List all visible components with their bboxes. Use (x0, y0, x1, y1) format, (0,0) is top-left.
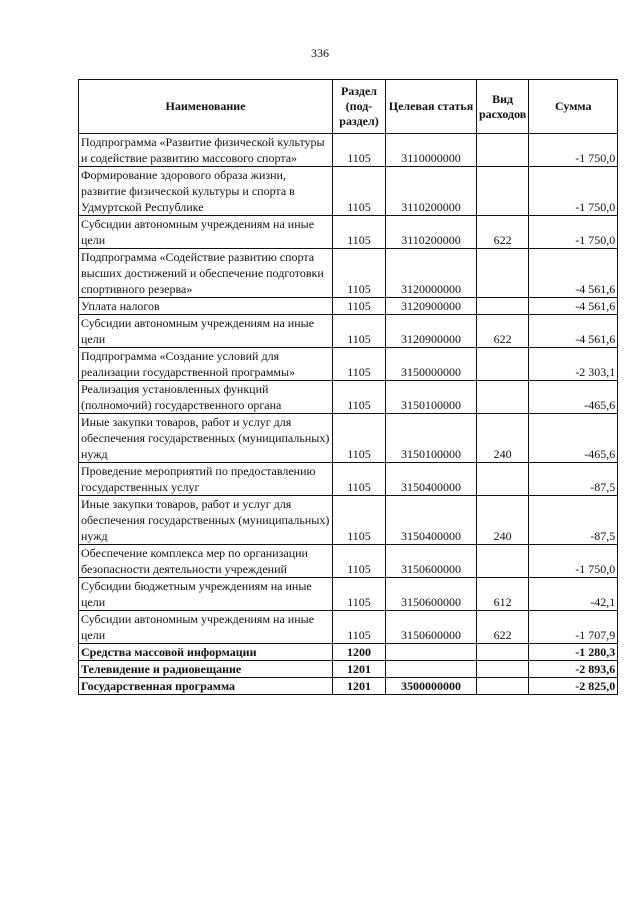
cell-kind (477, 661, 529, 678)
cell-sum: -4 561,6 (529, 315, 618, 348)
cell-sum: -87,5 (529, 496, 618, 545)
cell-section: 1200 (333, 644, 386, 661)
table-row (79, 644, 618, 661)
table-body (79, 134, 618, 695)
cell-kind (477, 381, 529, 414)
cell-name: Субсидии бюджетным учреждениям на иные цели (79, 578, 333, 611)
cell-section: 1201 (333, 678, 386, 695)
cell-kind: 240 (477, 414, 529, 463)
cell-target: 3150000000 (386, 348, 477, 381)
table-row (79, 414, 618, 463)
table-row (79, 611, 618, 644)
cell-sum: -2 825,0 (529, 678, 618, 695)
table-row (79, 661, 618, 678)
cell-target: 3150600000 (386, 545, 477, 578)
cell-sum: -1 750,0 (529, 216, 618, 249)
cell-kind: 622 (477, 216, 529, 249)
cell-kind (477, 644, 529, 661)
cell-section: 1105 (333, 496, 386, 545)
cell-target (386, 661, 477, 678)
cell-section: 1105 (333, 611, 386, 644)
table-row (79, 381, 618, 414)
cell-sum: -1 750,0 (529, 545, 618, 578)
cell-section: 1105 (333, 545, 386, 578)
cell-sum: -1 280,3 (529, 644, 618, 661)
cell-name: Реализация установленных функций (полномочий) государственного органа (79, 381, 333, 414)
table-row (79, 167, 618, 216)
cell-section: 1105 (333, 578, 386, 611)
cell-name: Иные закупки товаров, работ и услуг для обеспечения государственных (муниципальных) нужд (79, 496, 333, 545)
header-name: Наименование (79, 80, 333, 134)
table-row (79, 249, 618, 298)
cell-sum: -42,1 (529, 578, 618, 611)
table-row (79, 216, 618, 249)
cell-section: 1105 (333, 216, 386, 249)
cell-section: 1105 (333, 167, 386, 216)
cell-target: 3150400000 (386, 463, 477, 496)
cell-target: 3110200000 (386, 167, 477, 216)
cell-kind (477, 463, 529, 496)
cell-target: 3110000000 (386, 134, 477, 167)
cell-target: 3150600000 (386, 611, 477, 644)
cell-target (386, 644, 477, 661)
page-number: 336 (311, 46, 329, 60)
cell-name: Подпрограмма «Содействие развитию спорта высших достижений и обеспечение подготовки спортивного резерва» (79, 249, 333, 298)
cell-kind (477, 249, 529, 298)
table-row (79, 315, 618, 348)
cell-name: Субсидии автономным учреждениям на иные цели (79, 216, 333, 249)
cell-sum: -4 561,6 (529, 298, 618, 315)
cell-kind (477, 167, 529, 216)
cell-sum: -465,6 (529, 381, 618, 414)
cell-sum: -1 750,0 (529, 134, 618, 167)
cell-name: Обеспечение комплекса мер по организации безопасности деятельности учреждений (79, 545, 333, 578)
cell-name: Государственная программа (79, 678, 333, 695)
cell-name: Иные закупки товаров, работ и услуг для обеспечения государственных (муниципальных) нужд (79, 414, 333, 463)
cell-section: 1105 (333, 381, 386, 414)
cell-section: 1105 (333, 298, 386, 315)
cell-kind: 622 (477, 611, 529, 644)
cell-section: 1105 (333, 315, 386, 348)
cell-name: Средства массовой информации (79, 644, 333, 661)
table-row (79, 678, 618, 695)
cell-target: 3110200000 (386, 216, 477, 249)
cell-section: 1105 (333, 348, 386, 381)
table-row (79, 298, 618, 315)
cell-section: 1105 (333, 414, 386, 463)
cell-sum: -87,5 (529, 463, 618, 496)
cell-sum: -4 561,6 (529, 249, 618, 298)
cell-sum: -2 303,1 (529, 348, 618, 381)
cell-name: Субсидии автономным учреждениям на иные цели (79, 611, 333, 644)
cell-target: 3500000000 (386, 678, 477, 695)
cell-kind (477, 134, 529, 167)
table-header-row (79, 80, 618, 134)
cell-kind (477, 298, 529, 315)
cell-name: Подпрограмма «Развитие физической культуры и содействие развитию массового спорта» (79, 134, 333, 167)
cell-kind (477, 348, 529, 381)
cell-kind: 240 (477, 496, 529, 545)
table-row (79, 348, 618, 381)
table-row (79, 496, 618, 545)
cell-target: 3120900000 (386, 298, 477, 315)
table-row (79, 463, 618, 496)
cell-sum: -1 750,0 (529, 167, 618, 216)
cell-kind (477, 678, 529, 695)
table-row (79, 134, 618, 167)
cell-kind: 622 (477, 315, 529, 348)
cell-target: 3120000000 (386, 249, 477, 298)
cell-section: 1201 (333, 661, 386, 678)
cell-name: Уплата налогов (79, 298, 333, 315)
cell-sum: -1 707,9 (529, 611, 618, 644)
cell-name: Телевидение и радиовещание (79, 661, 333, 678)
cell-name: Субсидии автономным учреждениям на иные цели (79, 315, 333, 348)
cell-name: Формирование здорового образа жизни, развитие физической культуры и спорта в Удмуртской Республике (79, 167, 333, 216)
cell-target: 3150400000 (386, 496, 477, 545)
table-row (79, 545, 618, 578)
header-sum: Сумма (529, 80, 618, 134)
cell-sum: -2 893,6 (529, 661, 618, 678)
budget-table (78, 79, 618, 695)
cell-name: Проведение мероприятий по предоставлению государственных услуг (79, 463, 333, 496)
cell-kind: 612 (477, 578, 529, 611)
header-target: Целевая статья (386, 80, 477, 134)
cell-sum: -465,6 (529, 414, 618, 463)
cell-name: Подпрограмма «Создание условий для реализации государственной программы» (79, 348, 333, 381)
cell-target: 3150100000 (386, 381, 477, 414)
cell-section: 1105 (333, 463, 386, 496)
cell-section: 1105 (333, 249, 386, 298)
cell-kind (477, 545, 529, 578)
cell-target: 3150100000 (386, 414, 477, 463)
header-section: Раздел (под-раздел) (333, 80, 386, 134)
cell-target: 3120900000 (386, 315, 477, 348)
header-kind: Вид расходов (477, 80, 529, 134)
cell-target: 3150600000 (386, 578, 477, 611)
cell-section: 1105 (333, 134, 386, 167)
table-row (79, 578, 618, 611)
